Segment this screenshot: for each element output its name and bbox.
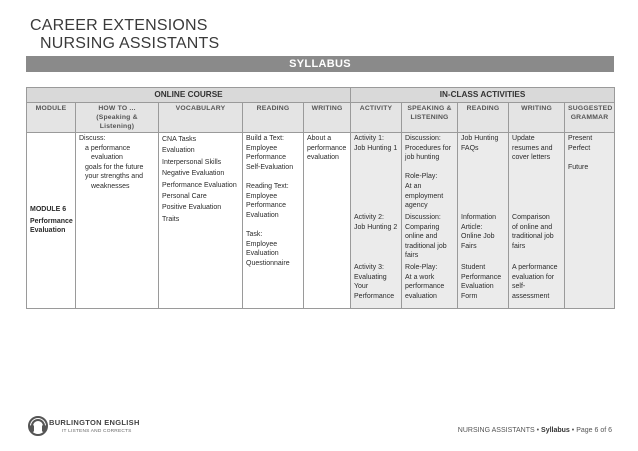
howto-line: Discuss: — [79, 135, 106, 142]
writing-line: Comparison — [512, 214, 550, 221]
writing-line: evaluation for — [512, 273, 555, 281]
reading-line: Online Job — [461, 233, 495, 241]
reading-line: Job Hunting — [461, 135, 499, 142]
reading-online-line: Self-Evaluation — [246, 163, 294, 171]
activity-line: Activity 3: — [354, 264, 384, 271]
col-reading-inclass: READING — [458, 103, 509, 133]
speaking-line: Procedures for — [405, 144, 451, 152]
reading-online-line: Performance — [246, 202, 287, 210]
col-grammar-line2: GRAMMAR — [570, 114, 609, 121]
section-online-course: ONLINE COURSE — [27, 88, 351, 103]
writing-line: cover letters — [512, 154, 551, 162]
footer-page-number: Page 6 of 6 — [576, 427, 612, 434]
writing-online-line: evaluation — [307, 154, 339, 162]
module-cell — [27, 133, 76, 309]
speaking-line: traditional job — [405, 242, 447, 250]
col-grammar-line1: SUGGESTED — [568, 105, 613, 112]
speaking-line: performance — [405, 283, 445, 291]
reading-1-cell — [458, 133, 509, 213]
col-howto-line2: (Speaking & Listening) — [96, 114, 138, 130]
table-row — [27, 133, 615, 213]
howto-cell — [76, 133, 159, 309]
speaking-line: online and — [405, 233, 438, 241]
page-footer — [458, 427, 612, 434]
syllabus-table — [26, 87, 615, 309]
vocab-item: Performance Evaluation — [162, 181, 237, 189]
section-header-row — [27, 88, 615, 103]
reading-online-cell — [243, 133, 304, 309]
reading-2-cell — [458, 212, 509, 262]
module-number: MODULE 6 — [30, 206, 67, 214]
writing-online-line: About a — [307, 135, 332, 142]
col-speaking — [402, 103, 458, 133]
col-howto-line1: HOW TO ... — [98, 105, 136, 112]
activity-1-cell — [351, 133, 402, 213]
footer-doc: Syllabus — [541, 427, 570, 434]
writing-online-cell — [304, 133, 351, 309]
speaking-line: At a work — [405, 273, 435, 281]
writing-line: traditional job — [512, 233, 554, 241]
speaking-2-cell — [402, 212, 458, 262]
grammar-line: Present — [568, 135, 593, 142]
document-subtitle: NURSING ASSISTANTS — [40, 35, 220, 52]
reading-line: FAQs — [461, 144, 479, 152]
writing-line: Update — [512, 135, 535, 142]
col-vocabulary: VOCABULARY — [159, 103, 243, 133]
reading-line: Performance — [461, 273, 502, 281]
grammar-cell — [565, 133, 615, 309]
activity-3-cell — [351, 262, 402, 309]
speaking-line: Discussion: — [405, 214, 441, 221]
reading-online-line: Evaluation — [246, 211, 279, 219]
activity-line: Your — [354, 283, 369, 291]
speaking-line: Role-Play: — [405, 264, 438, 271]
col-speaking-line2: LISTENING — [410, 114, 449, 121]
syllabus-banner: SYLLABUS — [26, 56, 614, 72]
reading-online-line: Reading Text: — [246, 182, 289, 190]
activity-2-cell — [351, 212, 402, 262]
speaking-line: job hunting — [405, 154, 440, 162]
howto-line: a performance — [85, 144, 131, 152]
col-speaking-line1: SPEAKING & — [407, 105, 452, 112]
speaking-line: Role-Play: — [405, 173, 438, 181]
writing-line: fairs — [512, 242, 526, 250]
speaking-line: At an — [405, 182, 422, 190]
speaking-1-cell — [402, 133, 458, 213]
module-name-line1: Performance — [30, 217, 73, 225]
reading-online-line: Employee — [246, 240, 278, 248]
writing-line: A performance — [512, 264, 558, 271]
writing-1-cell — [509, 133, 565, 213]
howto-line: your strengths and — [85, 173, 143, 181]
vocab-item: CNA Tasks — [162, 136, 197, 143]
reading-online-line: Employee — [246, 144, 278, 152]
vocabulary-cell — [159, 133, 243, 309]
speaking-line: agency — [405, 202, 428, 210]
vocab-item: Positive Evaluation — [162, 204, 222, 212]
activity-line: Job Hunting 2 — [354, 223, 398, 231]
howto-line: evaluation — [91, 154, 123, 162]
vocab-item: Interpersonal Skills — [162, 158, 222, 166]
howto-line: goals for the future — [85, 163, 144, 171]
vocab-item: Negative Evaluation — [162, 170, 225, 178]
writing-online-line: performance — [307, 144, 347, 152]
vocab-item: Personal Care — [162, 193, 207, 201]
reading-line: Information — [461, 214, 497, 221]
speaking-line: employment — [405, 192, 444, 200]
reading-line: Fairs — [461, 242, 477, 250]
footer-course: NURSING ASSISTANTS — [457, 427, 535, 434]
reading-online-line: Performance — [246, 154, 287, 162]
writing-3-cell — [509, 262, 565, 309]
activity-line: Job Hunting 1 — [354, 144, 398, 152]
logo-name: BURLINGTON ENGLISH — [49, 418, 140, 427]
reading-line: Evaluation — [461, 283, 494, 291]
module-name-line2: Evaluation — [30, 227, 66, 235]
col-activity: ACTIVITY — [351, 103, 402, 133]
reading-online-line: Questionnaire — [246, 259, 290, 267]
document-title: CAREER EXTENSIONS — [30, 17, 208, 34]
activity-line: Performance — [354, 292, 395, 300]
col-writing-inclass: WRITING — [509, 103, 565, 133]
grammar-line: Future — [568, 163, 589, 171]
reading-line: Article: — [461, 223, 483, 231]
reading-line: Form — [461, 292, 478, 300]
col-grammar — [565, 103, 615, 133]
column-header-row — [27, 103, 615, 133]
reading-online-line: Build a Text: — [246, 135, 285, 142]
activity-line: Activity 1: — [354, 135, 384, 142]
writing-2-cell — [509, 212, 565, 262]
writing-line: resumes and — [512, 144, 553, 152]
reading-online-line: Evaluation — [246, 250, 279, 258]
footer-separator: • — [571, 427, 575, 434]
activity-line: Evaluating — [354, 273, 387, 281]
speaking-line: fairs — [405, 252, 419, 260]
reading-online-line: Task: — [246, 230, 263, 238]
logo-tagline: IT LISTENS AND CORRECTS — [62, 429, 132, 434]
speaking-3-cell — [402, 262, 458, 309]
speaking-line: Comparing — [405, 223, 440, 231]
col-module: MODULE — [27, 103, 76, 133]
writing-line: of online and — [512, 223, 553, 231]
vocab-item: Traits — [162, 215, 180, 223]
col-writing-online: WRITING — [304, 103, 351, 133]
howto-line: weaknesses — [91, 182, 130, 190]
col-reading-online: READING — [243, 103, 304, 133]
activity-line: Activity 2: — [354, 214, 384, 221]
footer-separator: • — [536, 427, 540, 434]
col-howto — [76, 103, 159, 133]
reading-3-cell — [458, 262, 509, 309]
writing-line: self-assessment — [512, 283, 550, 300]
vocab-item: Evaluation — [162, 147, 195, 155]
reading-line: Student — [461, 264, 486, 271]
reading-online-line: Employee — [246, 192, 278, 200]
speaking-line: evaluation — [405, 292, 437, 300]
speaking-line: Discussion: — [405, 135, 441, 142]
section-inclass-activities: IN-CLASS ACTIVITIES — [351, 88, 615, 103]
grammar-line: Perfect — [568, 144, 591, 152]
